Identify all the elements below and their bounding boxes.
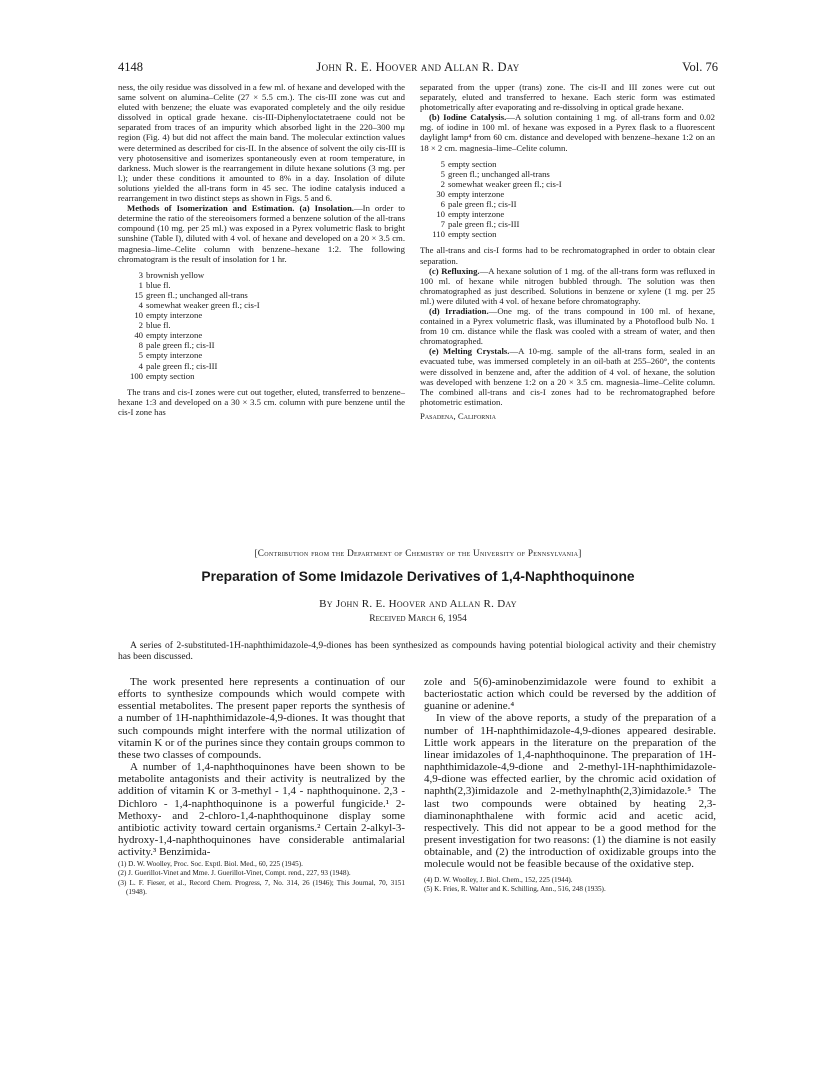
footnote: (4) D. W. Woolley, J. Biol. Chem., 152, 225 (1944). bbox=[424, 875, 573, 884]
footnote: (2) J. Guerillot-Vinet and Mme. J. Guerillot-Vinet, Compt. rend., 227, 93 (1948). bbox=[118, 869, 351, 878]
subsection-label: (d) Irradiation. bbox=[429, 305, 489, 316]
paragraph-text: —In order to determine the ratio of the stereoisomers formed a benzene solution of the all-trans compound (10 mg. per 25 ml.) was exposed in a Pyrex volumetric flask to bright sunshine (Table I), diluted with 4 vol. of hexane and developed on a 20 × 3.5 cm. magnesia–lime–Celite column with benzene–hexane 1:2. The following chromatogram is the result of insolation for 1 hr. bbox=[118, 203, 406, 264]
body-right-column bbox=[424, 676, 716, 894]
abstract: A series of 2-substituted-1H-naphthimidazole-4,9-diones has been synthesized as compounds having potential biological activity and their chemistry has been discussed. bbox=[118, 640, 716, 663]
zone-description: empty section bbox=[448, 229, 497, 240]
chromatogram-row bbox=[430, 209, 715, 219]
footnote: (3) L. F. Fieser, et al., Record Chem. Progress, 7, No. 314, 26 (1946); This Journal, 70, 3151 (1948). bbox=[118, 878, 405, 896]
zone-description: green fl.; unchanged all-trans bbox=[448, 168, 550, 179]
chromatogram-row bbox=[128, 300, 405, 310]
section-heading: Methods of Isomerization and Estimation. bbox=[127, 203, 295, 214]
zone-width: 5 bbox=[440, 158, 445, 169]
left-column bbox=[118, 82, 405, 417]
zone-width: 30 bbox=[436, 188, 445, 199]
right-column bbox=[420, 82, 715, 421]
chromatogram-row bbox=[430, 219, 715, 229]
chromatogram-row bbox=[430, 189, 715, 199]
chromatogram-row bbox=[128, 280, 405, 290]
page-number: 4148 bbox=[118, 60, 143, 74]
zone-description: empty section bbox=[146, 370, 195, 381]
chromatogram-row bbox=[128, 320, 405, 330]
chromatogram-list bbox=[430, 159, 715, 240]
zone-width: 100 bbox=[129, 370, 143, 381]
zone-description: blue fl. bbox=[146, 279, 171, 290]
subsection-label: (e) Melting Crystals. bbox=[429, 346, 510, 357]
subsection-label: (b) Iodine Catalysis. bbox=[429, 112, 507, 123]
chromatogram-row bbox=[128, 371, 405, 381]
zone-width: 10 bbox=[436, 209, 445, 220]
chromatogram-row bbox=[128, 310, 405, 320]
footnote: (5) K. Fries, R. Walter and K. Schilling, Ann., 516, 248 (1935). bbox=[424, 884, 606, 893]
zone-description: empty interzone bbox=[146, 330, 203, 341]
footnote: (1) D. W. Woolley, Proc. Soc. Exptl. Biol. Med., 60, 225 (1945). bbox=[118, 860, 303, 869]
zone-description: pale green fl.; cis-II bbox=[448, 199, 517, 210]
article-byline: By John R. E. Hoover and Allan R. Day bbox=[319, 598, 517, 610]
zone-description: somewhat weaker green fl.; cis-I bbox=[146, 299, 260, 310]
contribution-line: [Contribution from the Department of Chemistry of the University of Pennsylvania] bbox=[254, 548, 582, 558]
zone-description: empty interzone bbox=[448, 209, 505, 220]
zone-width: 15 bbox=[134, 289, 143, 300]
paragraph-text: —A hexane solution of 1 mg. of the all-trans form was refluxed in 100 ml. of hexane while nitrogen bubbled through. The solution was then chromatographed as just described. Solutions in benzene or xylene (1 mg. per 25 ml.) were diluted with 4 vol. of hexane before chromatography. bbox=[420, 265, 716, 306]
zone-description: somewhat weaker green fl.; cis-I bbox=[448, 178, 562, 189]
zone-width: 2 bbox=[138, 320, 143, 331]
chromatogram-row bbox=[430, 159, 715, 169]
zone-description: pale green fl.; cis-II bbox=[146, 340, 215, 351]
melting-paragraph bbox=[420, 346, 715, 407]
chromatogram-row bbox=[430, 169, 715, 179]
chromatogram-row bbox=[128, 270, 405, 280]
zone-description: pale green fl.; cis-III bbox=[448, 219, 520, 230]
methods-paragraph bbox=[118, 203, 405, 264]
zone-description: green fl.; unchanged all-trans bbox=[146, 289, 248, 300]
chromatogram-row bbox=[430, 179, 715, 189]
running-header bbox=[118, 60, 718, 76]
zone-width: 40 bbox=[134, 330, 143, 341]
paragraph: The work presented here represents a continuation of our efforts to synthesize compounds which would compete with essential metabolites. The present paper reports the synthesis of a number of 1H-naphthimidazole-4,9-diones. It was thought that such compounds might interfere with the normal utilization of vitamin K or of the purines since they contain groups common to these two classes of compounds. bbox=[118, 676, 405, 761]
zone-description: empty interzone bbox=[146, 310, 203, 321]
irradiation-paragraph bbox=[420, 306, 715, 346]
received-date: Received March 6, 1954 bbox=[369, 614, 467, 624]
chromatogram-row bbox=[128, 330, 405, 340]
author-location: Pasadena, California bbox=[420, 410, 496, 421]
zone-width: 4 bbox=[138, 360, 143, 371]
chromatogram-list bbox=[128, 270, 405, 381]
zone-width: 110 bbox=[432, 229, 445, 240]
paragraph-text: —A 10-mg. sample of the all-trans form, sealed in an evacuated tube, was immersed completely in an oil-bath at 255–260°, the contents were dissolved in benzene and, after the addition of 4 vol. of hexane, the solution was developed with benzene 1:2 on a 20 × 3.5 cm. magnesia–lime–Celite column. The combined all-trans and cis-I zones had to be rechromatographed before photometric estimation. bbox=[420, 346, 715, 407]
zone-width: 8 bbox=[138, 340, 143, 351]
zone-description: empty section bbox=[448, 158, 497, 169]
zone-width: 10 bbox=[134, 310, 143, 321]
body-left-column bbox=[118, 676, 405, 897]
paragraph: A number of 1,4-naphthoquinones have been shown to be metabolite antagonists and their activity is neutralized by the addition of vitamin K or 3-methyl - 1,4 - naphthoquinone. 2,3 - Dichloro - 1,4-naphthoquinone is a powerful fungicide.¹ 2-Methoxy- and 2-chloro-1,4-naphthoquinone display some antibiotic activity toward certain organisms.² Certain 2-alkyl-3-hydroxy-1,4-naphthoquinones have considerable antimalarial activity.³ Benzimida- bbox=[118, 761, 405, 859]
zone-width: 2 bbox=[440, 178, 445, 189]
zone-description: empty interzone bbox=[448, 188, 505, 199]
footnotes bbox=[424, 876, 716, 894]
zone-description: empty interzone bbox=[146, 350, 203, 361]
paragraph: separated from the upper (trans) zone. The cis-II and III zones were cut out separately, eluted and transferred to hexane. Each steric form was estimated photometrically after evaporating and re-dissolving in optical grade hexane. bbox=[420, 82, 715, 113]
zone-width: 7 bbox=[440, 219, 445, 230]
paragraph: In view of the above reports, a study of the preparation of a number of 1H-naphthimidazole-4,9-diones appeared desirable. Little work appears in the literature on the preparation of the linear imidazoles of 1,4-naphthoquinone. The preparation of 1H-naphthimidazole-4,9-dione and 2-methyl-1H-naphthimidazole-4,9-dione was effected earlier, by the chromic acid oxidation of naphth(2,3)imidazole and 2-methylnaphth(2,3)imidazole.⁵ The last two compounds were obtained by heating 2,3-diaminonaphthalene with formic acid and acetic acid, respectively. This did not appear to be a good method for the present investigation for two reasons: (1) the diamine is not easily obtainable, and (2) the introduction of oxidizable groups into the molecule would not be feasible because of the oxidative step. bbox=[424, 712, 716, 871]
paragraph: ness, the oily residue was dissolved in a few ml. of hexane and developed with the same solvent on alumina–Celite (27 × 5.5 cm.). The cis-III zone was cut and eluted with benzene; the eluate was evaporated completely and the oily residue dissolved in optical grade hexane. cis-III-Diphenyloctatetraene could not be separated from traces of an impurity which absorbed light in the 220–300 mμ region (Fig. 4) but did not affect the main band. The molecular extinction values were determined as described for cis-II. In the absence of solvent the oily cis-III is very photosensitive and isomerizes spontaneously even at room temperature, in darkness. Much slower is the rearrangement in dilute hexane solutions (3 mg. per l.); under these conditions it amounted to 8% in a day. Insolation of dilute solutions yielded the all-trans form in 45 sec. The iodine catalysis induced a rearrangement in two distinct steps as shown in Figs. 5 and 6. bbox=[118, 82, 405, 204]
volume-label: Vol. 76 bbox=[682, 60, 718, 74]
zone-width: 6 bbox=[440, 199, 445, 210]
zone-width: 4 bbox=[138, 299, 143, 310]
paragraph: The all-trans and cis-I forms had to be rechromatographed in order to obtain clear separation. bbox=[420, 245, 715, 266]
zone-description: blue fl. bbox=[146, 320, 171, 331]
footnotes bbox=[118, 860, 405, 896]
paragraph: The trans and cis-I zones were cut out together, eluted, transferred to benzene–hexane 1:3 and developed on a 30 × 3.5 cm. column with pure benzene until the cis-I zone has bbox=[118, 386, 405, 417]
paragraph: zole and 5(6)-aminobenzimidazole were found to exhibit a bacteriostatic action which could be reversed by the addition of guanine or adenine.⁴ bbox=[424, 676, 716, 713]
article-title: Preparation of Some Imidazole Derivatives of 1,4-Naphthoquinone bbox=[201, 569, 635, 584]
zone-description: brownish yellow bbox=[146, 269, 205, 280]
iodine-paragraph bbox=[420, 112, 715, 152]
chromatogram-row bbox=[128, 361, 405, 371]
reflux-paragraph bbox=[420, 266, 715, 306]
zone-width: 3 bbox=[138, 269, 143, 280]
chromatogram-row bbox=[128, 340, 405, 350]
chromatogram-row bbox=[128, 290, 405, 300]
zone-width: 1 bbox=[138, 279, 143, 290]
chromatogram-row bbox=[128, 350, 405, 360]
zone-description: pale green fl.; cis-III bbox=[146, 360, 218, 371]
paragraph-text: —A solution containing 1 mg. of all-trans form and 0.02 mg. of iodine in 100 ml. of hexane was exposed in a Pyrex flask to a fluorescent daylight lamp⁴ from 60 cm. distance and developed with benzene–hexane 1:2 on an 18 × 2 cm. magnesia–lime–Celite column. bbox=[420, 112, 715, 153]
subsection-label: (c) Refluxing. bbox=[429, 265, 480, 276]
zone-width: 5 bbox=[440, 168, 445, 179]
zone-width: 5 bbox=[138, 350, 143, 361]
paragraph-text: —One mg. of the trans compound in 100 ml. of hexane, contained in a Pyrex volumetric flask, was illuminated by a Photoflood bulb No. 1 from 10 cm. distance while the flask was cooled with a stream of water, and then chromatographed. bbox=[420, 305, 715, 347]
chromatogram-row bbox=[430, 199, 715, 209]
subsection-label: (a) Insolation. bbox=[299, 203, 354, 214]
chromatogram-row bbox=[430, 229, 715, 239]
running-title: John R. E. Hoover and Allan R. Day bbox=[316, 60, 520, 74]
